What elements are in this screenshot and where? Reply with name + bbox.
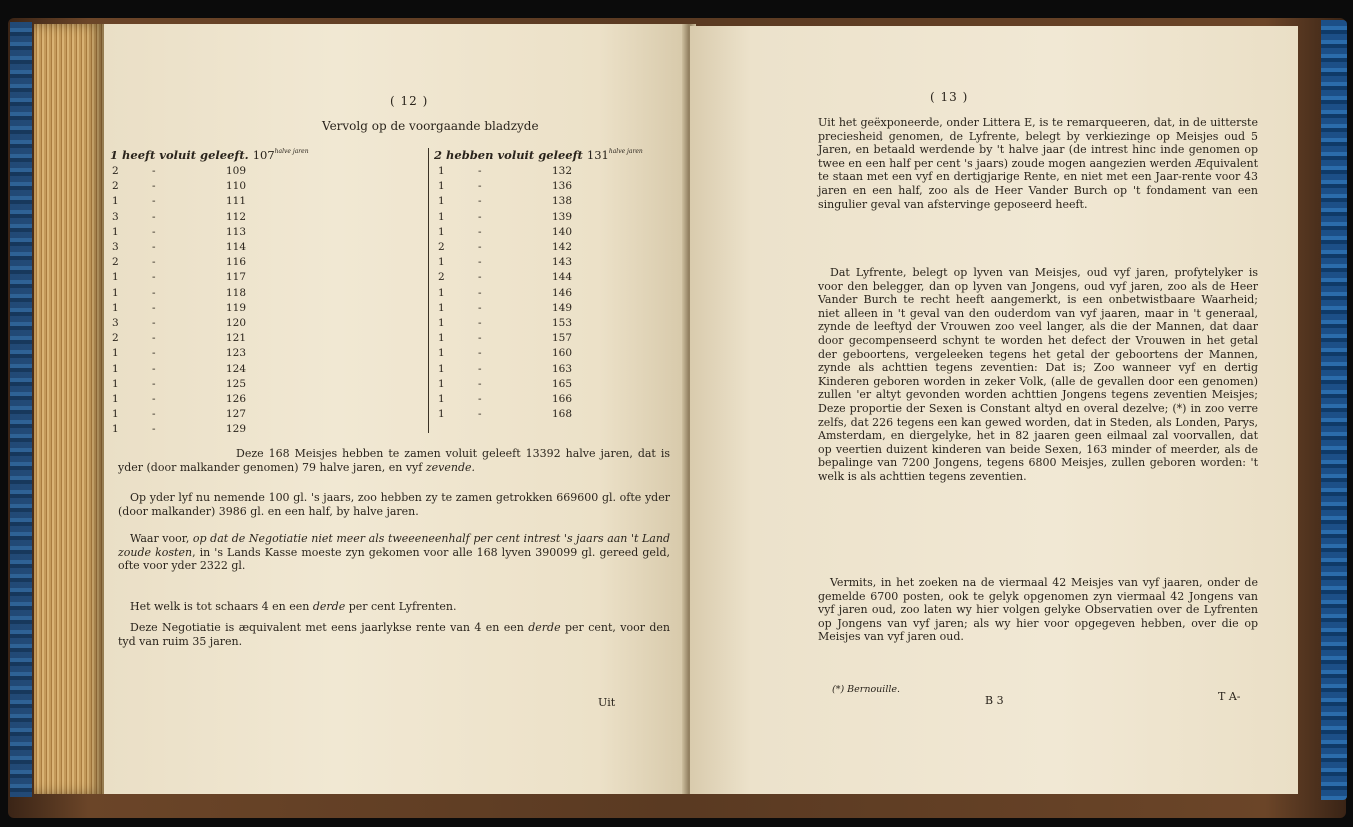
row-dash: - <box>478 317 482 329</box>
row-dash: - <box>152 301 156 314</box>
paragraph-2: Dat Lyfrente, belegt op lyven van Meisjes, oud vyf jaren, profytelyker is voor den belegger, dan op lyven van Jongens, oud vyf jaren, zoo als de Heer Vander Burch te recht heeft aangemerkt, is een onbetwistbaare Waarheid; niet alleen in 't geval van den ouderdom van vyf jaaren, maar in 't generaal, zynde de leeftyd der Vrouwen zoo veel langer, als die der Mannen, dat daar door gecompenseerd schynt te worden het defect der Vrouwen in het getal der geboortens, vergeleeken tegens het getal der geboortens der Mannen, zynde als achttien tegens zeventien: Dat is; Zoo wanneer vyf en dertig Kinderen geboren worden in zeker Volk, (alle de gevallen door een genomen) zullen 'er altyt gevonden worden achttien Jongens tegens zeventien Meisjes; Deze proportie der Sexen is Constant altyd en overal dezelve; (*) in zoo verre zelfs, dat 226 tegens een kan gewed worden, dat in Steden, als Londen, Parys, Amsterdam, en diergelyke, het in 82 jaaren geen eilmaal zal voorvallen, dat op veertien duizent kinderen van beide Sexen, 163 minder of meerder, als de bepalinge van 7200 Jongens, tegens 6800 Meisjes, zullen geboren worden: 't welk is als achttien tegens zeventien. <box>818 266 1258 483</box>
row-count: 1 <box>438 393 445 405</box>
row-dash: - <box>152 393 156 405</box>
row-value: 112 <box>226 210 247 223</box>
footnote: (*) Bernouille. <box>832 684 901 695</box>
table-row <box>112 211 412 226</box>
table-row <box>112 408 412 423</box>
right-page <box>690 26 1298 794</box>
row-count: 2 <box>112 332 119 345</box>
table-row <box>112 393 412 408</box>
row-count: 1 <box>438 332 445 345</box>
row-value: 146 <box>552 286 573 299</box>
row-dash: - <box>152 256 156 269</box>
row-count: 1 <box>112 301 119 314</box>
row-count: 2 <box>438 271 445 284</box>
row-value: 127 <box>226 408 247 421</box>
row-value: 153 <box>552 317 573 329</box>
page-number: ( 12 ) <box>390 94 429 108</box>
row-count: 3 <box>112 317 119 329</box>
table-row <box>112 347 412 362</box>
row-count: 1 <box>438 286 445 299</box>
row-value: 157 <box>552 332 573 345</box>
row-value: 111 <box>226 195 247 208</box>
row-dash: - <box>478 195 482 208</box>
row-value: 149 <box>552 301 573 314</box>
row-dash: - <box>478 241 482 253</box>
row-count: 2 <box>112 180 119 193</box>
row-count: 1 <box>438 408 445 421</box>
row-dash: - <box>478 286 482 299</box>
row-count: 2 <box>112 165 119 177</box>
table-row <box>112 180 412 195</box>
table-row <box>112 287 412 302</box>
row-count: 1 <box>112 286 119 299</box>
table-row <box>112 241 412 256</box>
paragraph-2: Op yder lyf nu nemende 100 gl. 's jaars, zoo hebben zy te zamen getrokken 669600 gl. ofte yder (door malkander) 3986 gl. en een half, by halve jaren. <box>118 491 670 518</box>
left-page <box>104 24 686 794</box>
row-dash: - <box>478 393 482 405</box>
row-count: 1 <box>438 362 445 375</box>
paragraph-text: Waar voor, <box>130 532 193 545</box>
book-cover-right-edge <box>1321 20 1347 800</box>
page-number: ( 13 ) <box>930 90 969 104</box>
row-count: 3 <box>112 241 119 253</box>
paragraph-text: Het welk is tot schaars 4 en een <box>130 600 313 613</box>
table-row <box>112 195 412 210</box>
row-dash: - <box>478 347 482 360</box>
table-row <box>112 302 412 317</box>
table-row <box>112 423 412 438</box>
paragraph-italic: derde <box>312 600 346 613</box>
row-count: 1 <box>438 180 445 193</box>
paragraph-text: , in 's Lands Kasse moeste zyn gekomen voor alle 168 lyven 390099 gl. gereed geld, ofte voor yder 2322 gl. <box>118 545 670 573</box>
row-dash: - <box>152 286 156 299</box>
row-value: 163 <box>552 362 573 375</box>
row-value: 144 <box>552 271 573 284</box>
row-count: 2 <box>438 241 445 253</box>
row-dash: - <box>478 210 482 223</box>
paragraph-text: per cent Lyfrenten. <box>345 600 457 613</box>
row-dash: - <box>152 408 156 421</box>
row-count: 1 <box>112 347 119 360</box>
row-dash: - <box>152 423 156 436</box>
row-dash: - <box>478 225 482 238</box>
row-count: 3 <box>112 210 119 223</box>
row-value: 140 <box>552 225 573 238</box>
table-row <box>112 256 412 271</box>
row-dash: - <box>478 301 482 314</box>
book-cover-left-edge <box>10 22 32 797</box>
paragraph-italic: op dat de Negotiatie niet meer als tweeeneenhalf per cent intrest 's jaars aan 't Land zoude kosten <box>118 532 670 559</box>
row-dash: - <box>152 180 156 193</box>
row-dash: - <box>152 241 156 253</box>
row-dash: - <box>478 180 482 193</box>
row-value: 166 <box>552 393 573 405</box>
row-value: 125 <box>226 377 247 390</box>
row-count: 1 <box>438 347 445 360</box>
paragraph-3: Vermits, in het zoeken na de viermaal 42 Meisjes van vyf jaaren, onder de gemelde 6700 posten, ook te gelyk opgenomen zyn viermaal 42 Jongens van vyf jaren oud, zoo laten wy hier volgen gelyke Observatien over de Lyfrenten op Jongens van vyf jaren; als wy hier voor opgegeven hebben, over die op Meisjes van vyf jaren oud. <box>818 576 1258 644</box>
row-value: 136 <box>552 180 573 193</box>
table-row <box>112 332 412 347</box>
row-value: 121 <box>226 332 247 345</box>
paragraph-italic: zevende. <box>425 460 475 474</box>
paragraph-4 <box>118 600 670 614</box>
row-dash: - <box>152 362 156 375</box>
row-dash: - <box>152 271 156 284</box>
header-value: 107 <box>252 148 275 162</box>
row-dash: - <box>152 377 156 390</box>
row-value: 143 <box>552 256 573 269</box>
row-count: 2 <box>112 256 119 269</box>
row-value: 116 <box>226 256 247 269</box>
row-value: 110 <box>226 180 247 193</box>
paragraph-1 <box>118 447 670 474</box>
signature-mark: B 3 <box>985 694 1004 707</box>
paragraph-3 <box>118 532 670 573</box>
header-count: 1 <box>110 148 119 162</box>
row-value: 124 <box>226 362 247 375</box>
row-dash: - <box>152 195 156 208</box>
row-dash: - <box>152 317 156 329</box>
row-dash: - <box>152 347 156 360</box>
table-row <box>112 317 412 332</box>
row-value: 160 <box>552 347 573 360</box>
row-dash: - <box>152 332 156 345</box>
row-count: 1 <box>438 225 445 238</box>
row-count: 1 <box>112 393 119 405</box>
page-heading: Vervolg op de voorgaande bladzyde <box>322 119 539 133</box>
row-value: 109 <box>226 165 247 177</box>
row-value: 129 <box>226 423 247 436</box>
row-value: 119 <box>226 301 247 314</box>
row-value: 138 <box>552 195 573 208</box>
paragraph-5 <box>118 621 670 648</box>
row-dash: - <box>152 225 156 238</box>
row-dash: - <box>478 408 482 421</box>
row-value: 142 <box>552 241 573 253</box>
row-value: 123 <box>226 347 247 360</box>
header-value: 131 <box>586 148 609 162</box>
row-value: 117 <box>226 271 247 284</box>
row-count: 1 <box>112 423 119 436</box>
catchword: Uit <box>598 696 616 709</box>
paragraph-text: per cent, voor den tyd van ruim 35 jaren. <box>118 621 671 648</box>
row-dash: - <box>478 256 482 269</box>
table-header-right <box>434 148 643 162</box>
page-block-edge <box>34 24 104 794</box>
row-dash: - <box>478 377 482 390</box>
table-row <box>112 378 412 393</box>
header-text: heeft voluit geleeft. <box>122 148 249 162</box>
table-row <box>112 363 412 378</box>
row-value: 139 <box>552 210 573 223</box>
row-count: 1 <box>438 256 445 269</box>
row-dash: - <box>478 271 482 284</box>
paragraph-text: Deze 168 Meisjes hebben te zamen voluit geleeft 13392 halve jaren, dat is yder (door malkander genomen) 79 halve jaren, en vyf <box>118 447 670 474</box>
row-count: 1 <box>438 210 445 223</box>
header-count: 2 <box>434 148 443 162</box>
table-row <box>112 165 412 180</box>
row-count: 1 <box>112 408 119 421</box>
paragraph-text: Deze Negotiatie is æquivalent met eens jaarlykse rente van 4 en een <box>130 621 529 634</box>
paragraph-1: Uit het geëxponeerde, onder Littera E, is te remarqueeren, dat, in de uitterste preciesheid genomen, de Lyfrente, belegt by verkiezinge op Meisjes oud 5 Jaren, en betaald werdende by 't halve jaar (de intrest hinc inde genomen op twee en een half per cent 's jaars) zoude mogen aangezien werden Æquivalent te staan met een vyf en dertigjarige Rente, en niet met een Jaar-rente voor 43 jaren en een half, zoo als de Heer Vander Burch op 't fondament van een singulier geval van afstervinge geposeerd heeft. <box>818 116 1258 211</box>
row-dash: - <box>478 362 482 375</box>
row-dash: - <box>152 210 156 223</box>
header-text: hebben voluit geleeft <box>446 148 583 162</box>
row-count: 1 <box>438 195 445 208</box>
header-unit: halve jaren <box>608 148 643 155</box>
row-count: 1 <box>112 377 119 390</box>
paragraph-italic: derde <box>528 621 561 634</box>
row-value: 126 <box>226 393 247 405</box>
table-header-left <box>110 148 309 162</box>
row-value: 114 <box>226 241 247 253</box>
row-count: 1 <box>112 195 119 208</box>
row-count: 1 <box>438 301 445 314</box>
row-count: 1 <box>438 317 445 329</box>
row-value: 165 <box>552 377 573 390</box>
table-column-divider <box>428 148 429 433</box>
row-value: 118 <box>226 286 247 299</box>
row-value: 132 <box>552 165 573 177</box>
row-count: 1 <box>112 362 119 375</box>
row-count: 1 <box>112 225 119 238</box>
header-unit: halve jaren <box>274 148 309 155</box>
table-row <box>112 226 412 241</box>
row-count: 1 <box>438 377 445 390</box>
row-dash: - <box>478 332 482 345</box>
row-value: 120 <box>226 317 247 329</box>
row-count: 1 <box>112 271 119 284</box>
row-value: 168 <box>552 408 573 421</box>
catchword: T A- <box>1218 690 1241 703</box>
row-dash: - <box>478 165 482 177</box>
row-value: 113 <box>226 225 247 238</box>
row-dash: - <box>152 165 156 177</box>
table-row <box>112 271 412 286</box>
row-count: 1 <box>438 165 445 177</box>
